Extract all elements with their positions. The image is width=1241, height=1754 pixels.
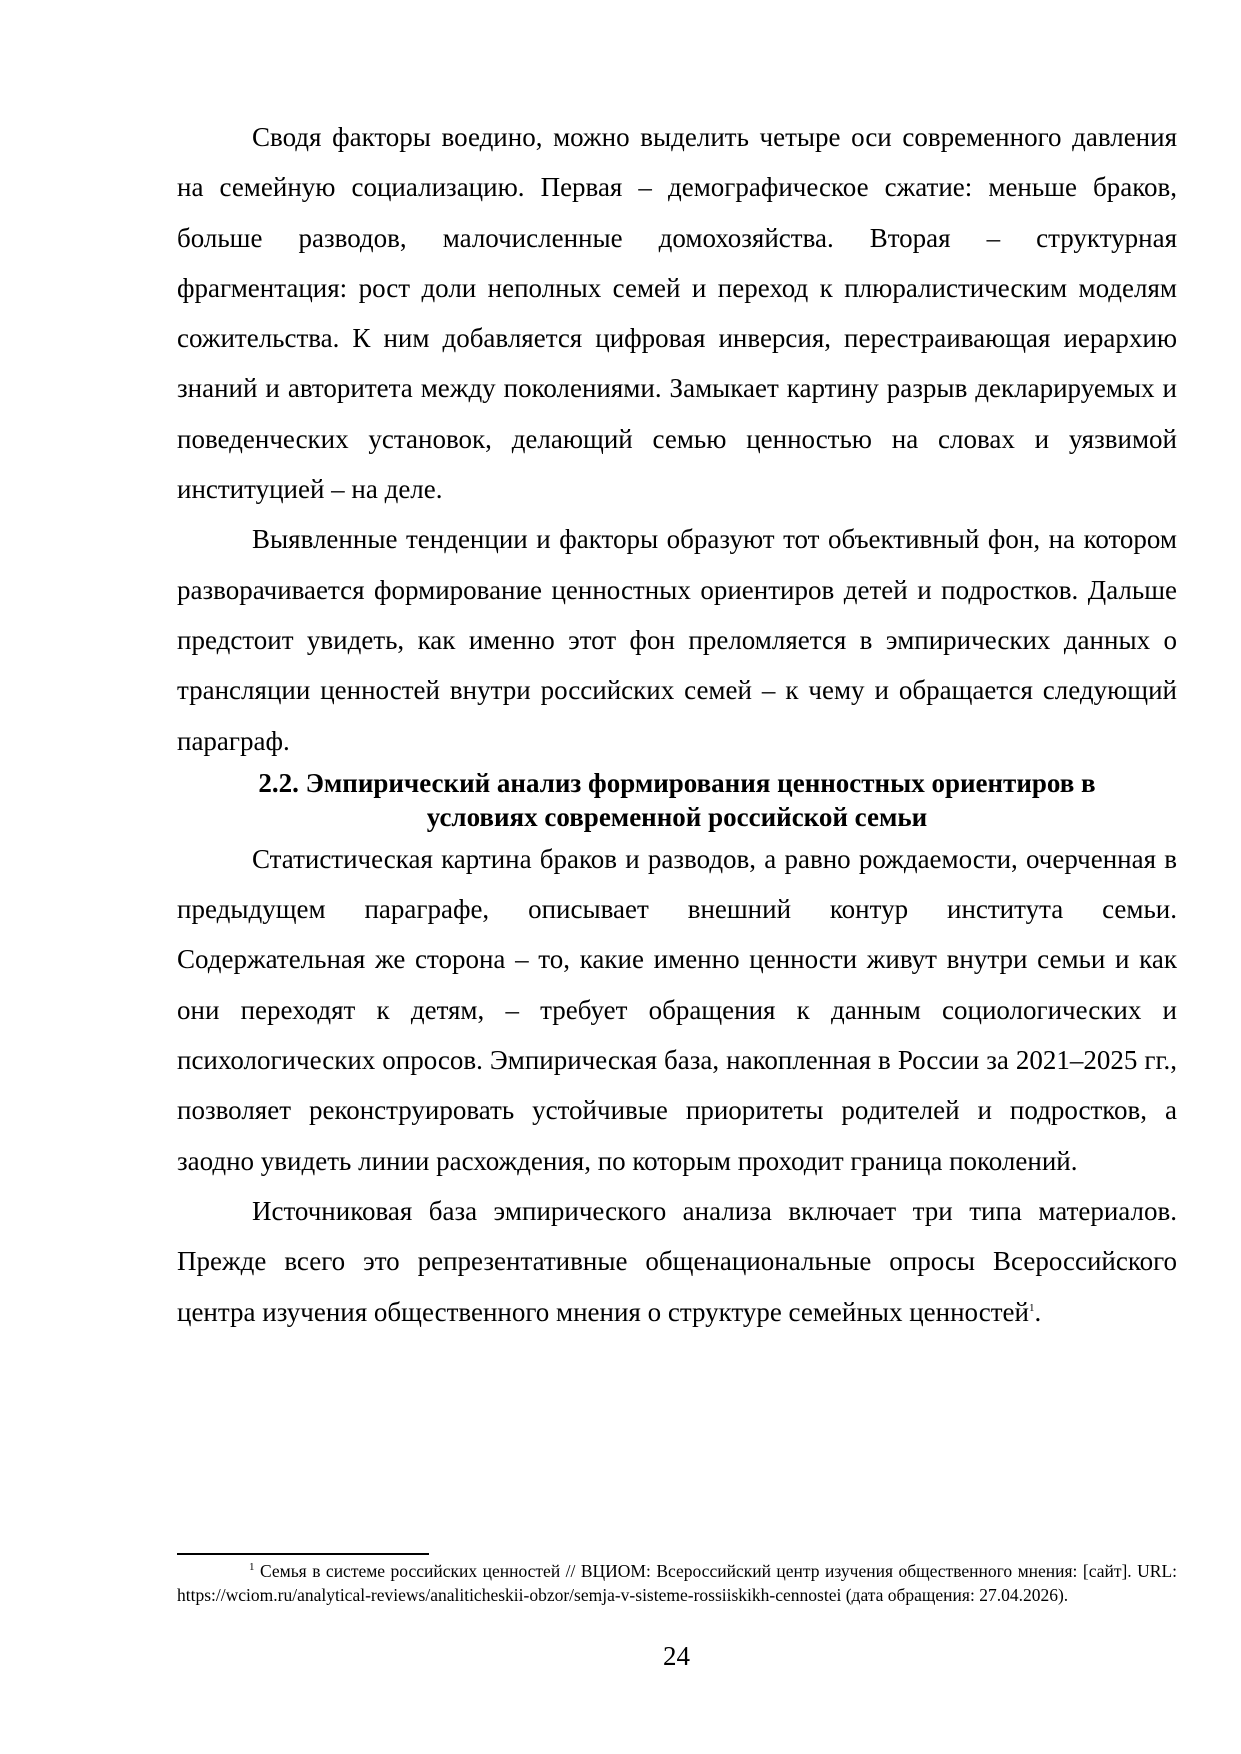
paragraph-statistical-picture: Статистическая картина браков и разводов, а равно рождаемости, очерченная в предыдущем параграфе, описывает внешний контур института семьи. Содержательная же сторона – то, какие именно ценности живут внутри семьи и как они переходят к детям, – требует обращения к данным социологических и психологических опросов. Эмпирическая база, накопленная в России за 2021–2025 гг., позволяет реконструировать устойчивые приоритеты родителей и подростков, а заодно увидеть линии расхождения, по которым проходит граница поколений. [177, 843, 1177, 1176]
paragraph-source-base-end: . [1034, 1296, 1042, 1327]
paragraph-four-axes: Сводя факторы воедино, можно выделить четыре оси современного давления на семейную социализацию. Первая – демографическое сжатие: меньше браков, больше разводов, малочисленные домохозяйства. Вторая – структурная фрагментация: рост доли неполных семей и переход к плюралистическим моделям сожительства. К ним добавляется цифровая инверсия, перестраивающая иерархию знаний и авторитета между поколениями. Замыкает картину разрыв декларируемых и поведенческих установок, делающий семью ценностью на словах и уязвимой институцией – на деле. [177, 122, 1177, 505]
section-heading: 2.2. Эмпирический анализ формирования ценностных ориентиров в условиях современной российской семьи [258, 767, 1096, 832]
body-text [177, 112, 1177, 1337]
paragraph-source-base-text: Источниковая база эмпирического анализа включает три типа материалов. Прежде всего это репрезентативные общенациональные опросы Всероссийского центра изучения общественного мнения о структуре семейных ценностей [177, 1195, 1177, 1327]
footnote [177, 1560, 1177, 1607]
paragraph-source-base [177, 1186, 1177, 1337]
paragraph-trends-background: Выявленные тенденции и факторы образуют тот объективный фон, на котором разворачивается формирование ценностных ориентиров детей и подростков. Дальше предстоит увидеть, как именно этот фон преломляется в эмпирических данных о трансляции ценностей внутри российских семей – к чему и обращается следующий параграф. [177, 524, 1177, 756]
page-number: 24 [663, 1641, 690, 1671]
footnote-reference[interactable]: 1 [1028, 1301, 1035, 1314]
footnote-text: Семья в системе российских ценностей // ВЦИОМ: Всероссийский центр изучения общественного мнения: [сайт]. URL: https://wciom.ru/analytical-reviews/analiticheskii-obzor/semja-v-sisteme-rossiiskikh-cennostei (дата обращения: 27.04.2026). [177, 1561, 1178, 1605]
footnote-separator [177, 1553, 429, 1555]
footnote-marker: 1 [249, 1561, 255, 1574]
footnote-entry [177, 1560, 1177, 1607]
